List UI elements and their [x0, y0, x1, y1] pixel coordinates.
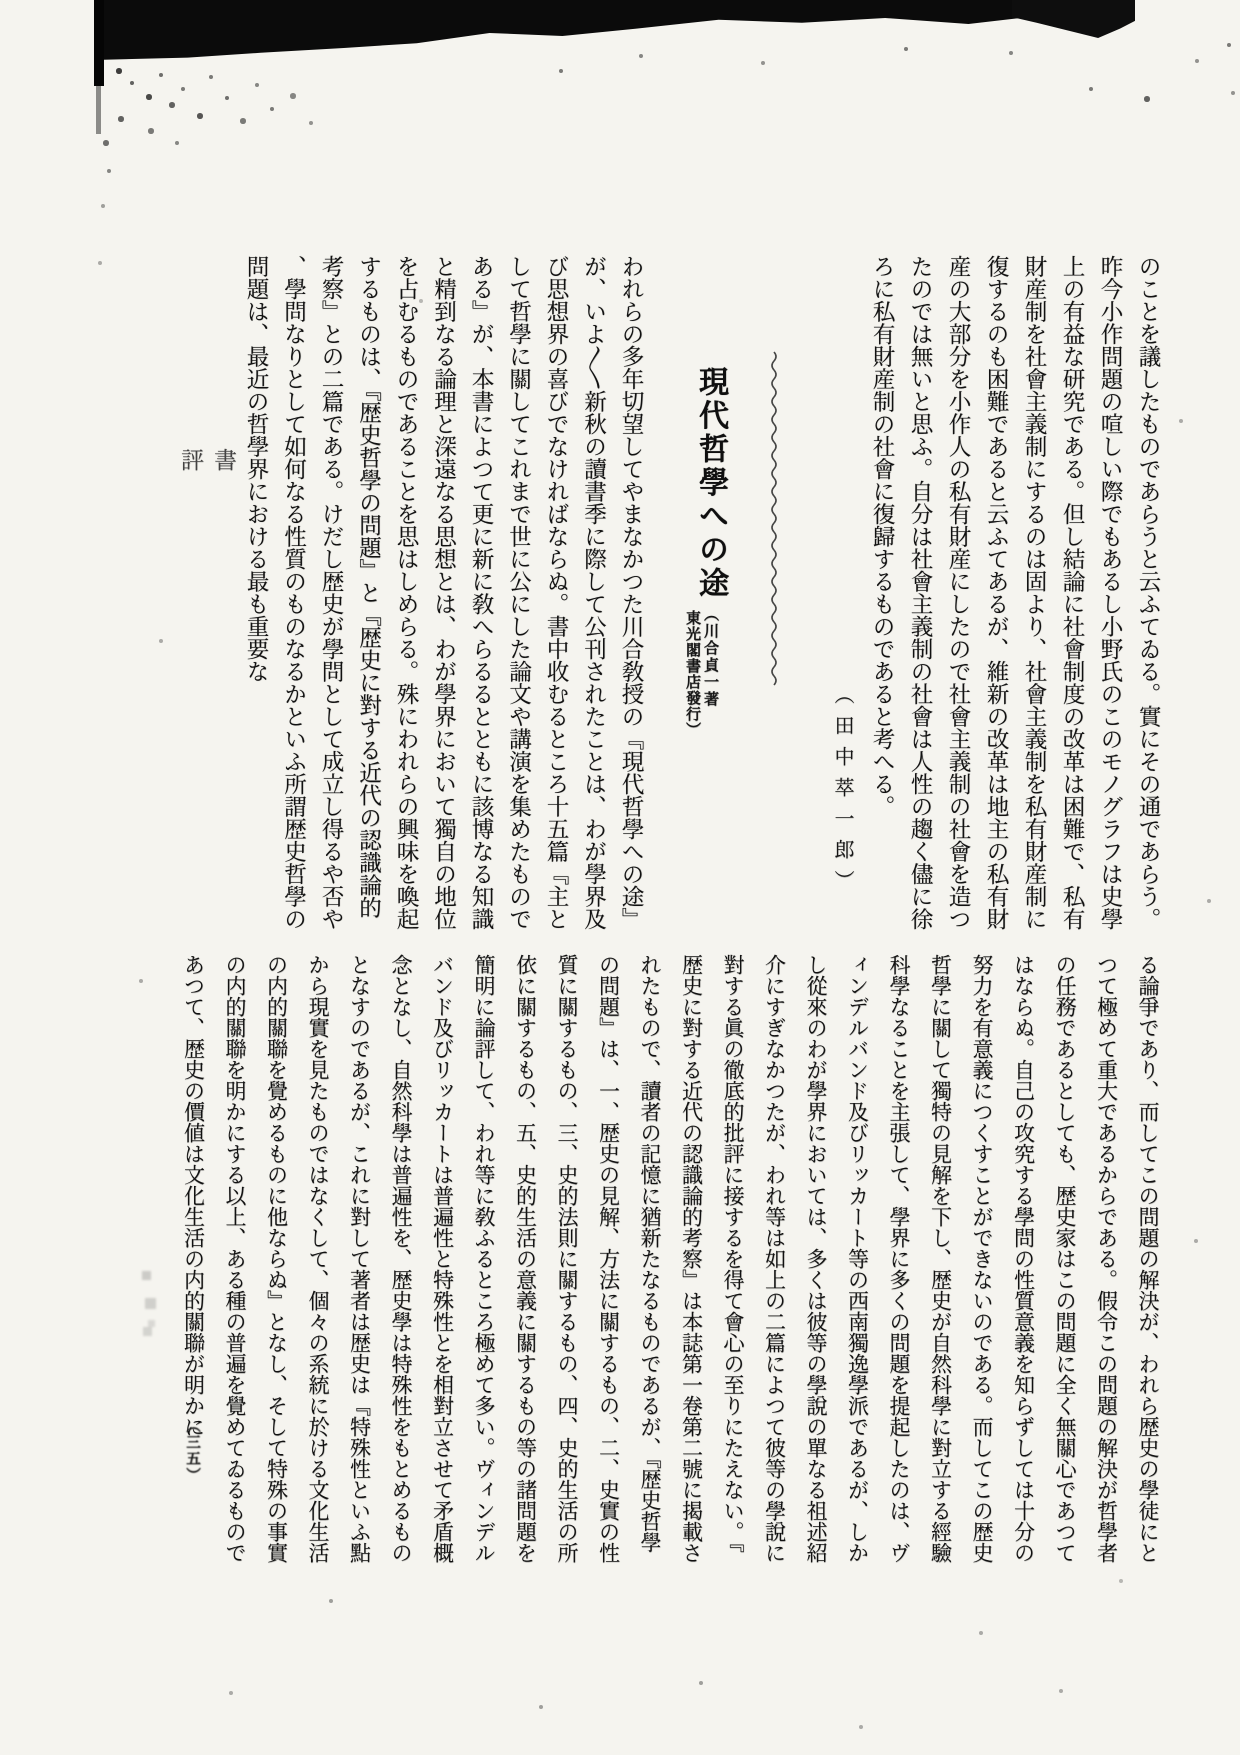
reviewer-signature: （田中萃一郎）	[831, 684, 853, 901]
byline-publisher: 東光閣書店發行	[684, 610, 700, 722]
section-divider	[766, 350, 782, 688]
byline-close-paren: ）	[684, 722, 700, 738]
previous-review-text: のことを議したものであらうと云ふてゐる。實にその通であらう。昨今小作問題の喧しい際でもあるし小野氏のこのモノグラフは史學上の有益な研究である。但し結論に社會制度の改革は困難で、私有財産制を社會主義制にするのは固より、社會主義制を私有財産制に復するのも困難であると云ふてあるが、維新の改革は地主の私有財産の大部分を小作人の私有財産にしたので社會主義制の社會を造つたのでは無いと思ふ。自分は社會主義制の社會は人性の趨く儘に徐ろに私有財産制の社會に復歸するものであると考へる。	[870, 255, 1161, 930]
byline-open-paren: （	[702, 606, 718, 623]
byline-author-column	[700, 606, 721, 726]
running-head: 書評	[178, 448, 236, 541]
scan-noise-specks	[0, 0, 2, 2]
featured-review-text-upper: われらの多年切望してやまなかつた川合敎授の『現代哲學への途』が、いよ〳〵新秋の讀書季に際して公刊されたことは、わが學界及び思想界の喜びでなければならぬ。書中收むるところ十五篇『主として哲學に關してこれまで世に公にした論文や講演を集めたものである』が、本書によつて更に新に敎へらるるとともに該博なる知識と精到なる論理と深遠なる思想とは、わが學界において獨自の地位を占むるものであることを思はしめらる。殊にわれらの興味を喚起するものは、『歴史哲學の問題』と『歴史に對する近代の認識論的考察』との二篇である。けだし歴史が學問として成立し得るや否や、學問なりとして如何なる性質のものなるかといふ所謂歴史哲學の問題は、最近の哲學界における最も重要な	[244, 255, 644, 930]
wavy-line-icon	[766, 350, 782, 688]
scan-artifact-top-right-blob	[1012, 0, 1135, 38]
byline-publisher-column	[682, 610, 703, 750]
byline-author: 川合貞一著	[702, 623, 718, 708]
page-number-mark: （三五）	[184, 1418, 200, 1484]
scan-artifact-left-streak	[94, 0, 104, 86]
scan-faint-margin-smudge	[143, 1268, 146, 1271]
scan-artifact-top-bar	[94, 0, 1135, 60]
review-title: 現代哲學への途	[694, 366, 727, 601]
scan-artifact-left-streak-fade	[96, 86, 101, 134]
featured-review-text-lower: る論爭であり、而してこの問題の解決が、われら歴史の學徒にとつて極めて重大であるからである。假令この問題の解決が哲學者の任務であるとしても、歴史家はこの問題に全く無關心であつてはならぬ。自己の攻究する學問の性質意義を知らずしては十分の努力を有意義につくすことができないのである。而してこの歴史哲學に關して獨特の見解を下し、歴史が自然科學に對立する經驗科學なることを主張して、學界に多くの問題を提起したのは、ヴィンデルバンド及びリッカート等の西南獨逸學派であるが、しかし從來のわが學界においては、多くは彼等の學說の單なる祖述紹介にすぎなかつたが、われ等は如上の二篇によつて彼等の學說に對する眞の徹底的批評に接するを得て會心の至りにたえない。『歴史に對する近代の認識論的考察』は本誌第一卷第二號に揭載されたもので、讀者の記憶に猶新たなるものであるが、『歴史哲學の問題』は、一、歴史の見解、方法に關するもの、二、史實の性質に關するもの、三、史的法則に關するもの、四、史的生活の所依に關するもの、五、史的生活の意義に關するもの等の諸問題を簡明に論評して、われ等に敎ふるところ極めて多い。ヴィンデルバンド及びリッカートは普遍性と特殊性とを相對立させて矛盾概念となし、自然科學は普遍性を、歴史學は特殊性をもとめるものとなすのであるが、これに對して著者は歴史は『特殊性といふ點から現實を見たものではなくして、個々の系統に於ける文化生活の内的關聯を覺めるものに他ならぬ』となし、そして特殊の事實の内的關聯を明かにする以上、ある種の普遍を覺めてゐるものであつて、歴史の價値は文化生活の内的關聯が明かに	[181, 954, 1160, 1563]
